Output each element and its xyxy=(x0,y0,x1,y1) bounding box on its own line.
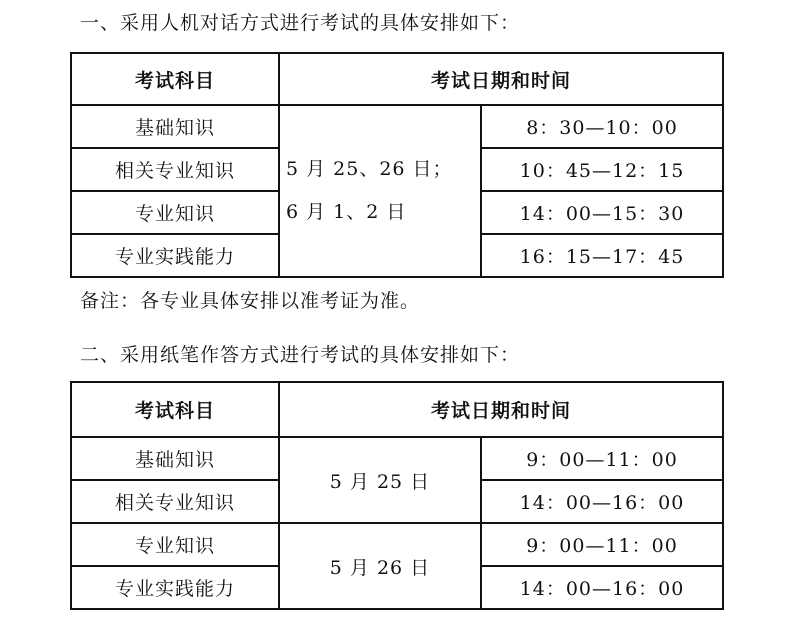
subject-cell: 专业知识 xyxy=(71,191,279,234)
table-row xyxy=(71,523,723,566)
subject-cell: 基础知识 xyxy=(71,105,279,148)
paper-exam-schedule-table xyxy=(70,381,724,610)
time-cell: 14：00—16：00 xyxy=(481,566,723,609)
section1-note: 备注：各专业具体安排以准考证为准。 xyxy=(80,290,421,312)
time-cell: 9：00—11：00 xyxy=(481,523,723,566)
header-date-time: 考试日期和时间 xyxy=(279,382,723,437)
time-cell: 14：00—15：30 xyxy=(481,191,723,234)
exam-dates-line-2: 6 月 1、2 日 xyxy=(286,201,407,223)
computer-exam-schedule-table xyxy=(70,52,724,278)
table-header-row xyxy=(71,53,723,105)
section1-heading: 一、采用人机对话方式进行考试的具体安排如下： xyxy=(80,12,521,34)
header-subject: 考试科目 xyxy=(71,53,279,105)
time-cell: 10：45—12：15 xyxy=(481,148,723,191)
table-header-row xyxy=(71,382,723,437)
exam-date-cell: 5 月 25 日 xyxy=(279,437,481,523)
subject-cell: 相关专业知识 xyxy=(71,480,279,523)
subject-cell: 相关专业知识 xyxy=(71,148,279,191)
section2-heading: 二、采用纸笔作答方式进行考试的具体安排如下： xyxy=(80,344,521,366)
subject-cell: 专业实践能力 xyxy=(71,566,279,609)
time-cell: 16：15—17：45 xyxy=(481,234,723,277)
exam-dates-line-1: 5 月 25、26 日； xyxy=(286,158,453,180)
time-cell: 14：00—16：00 xyxy=(481,480,723,523)
time-cell: 9：00—11：00 xyxy=(481,437,723,480)
exam-dates-cell xyxy=(279,105,481,277)
exam-date-cell: 5 月 26 日 xyxy=(279,523,481,609)
table-row xyxy=(71,105,723,148)
header-subject: 考试科目 xyxy=(71,382,279,437)
subject-cell: 专业知识 xyxy=(71,523,279,566)
table-row xyxy=(71,437,723,480)
header-date-time: 考试日期和时间 xyxy=(279,53,723,105)
subject-cell: 专业实践能力 xyxy=(71,234,279,277)
subject-cell: 基础知识 xyxy=(71,437,279,480)
time-cell: 8：30—10：00 xyxy=(481,105,723,148)
